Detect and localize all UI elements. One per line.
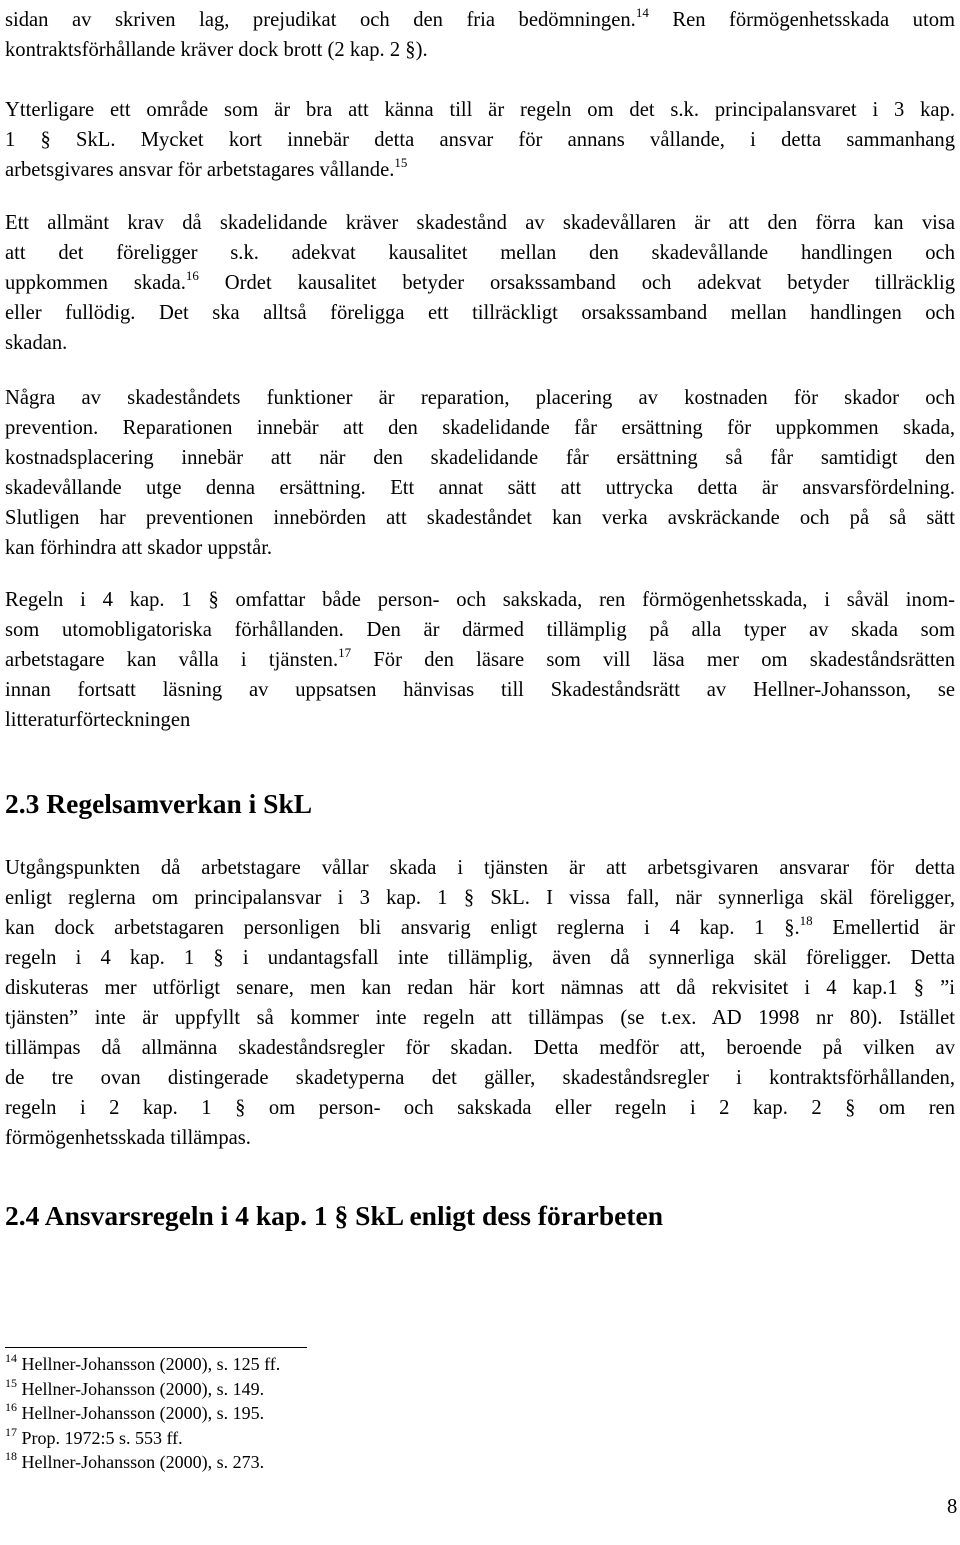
footnote-separator [5,1347,307,1348]
text-segment: arbetsgivares ansvar för arbetstagares vållande. [5,159,395,181]
paragraph-damages-functions [5,383,955,563]
text-segment: prevention. Reparationen innebär att den skadelidande får ersättning för uppkommen skada, [5,417,955,439]
text-segment: 1 § SkL. Mycket kort innebär detta ansvar för annans vållande, i detta sammanhang [5,129,955,151]
footnote-item: $^{15}$ Hellner-Johansson (2000), s. 149. [5,1375,265,1399]
text-line [5,853,955,883]
text-segment: tjänsten” inte är uppfyllt så kommer inte regeln att tillämpas (se t.ex. AD 1998 nr 80). Istället [5,1007,955,1029]
text-segment: arbetstagare kan vålla i tjänsten. [5,649,339,671]
text-segment: som utomobligatoriska förhållanden. Den är därmed tillämplig på alla typer av skada som [5,619,955,641]
text-segment: regeln i 2 kap. 1 § om person- och sakskada eller regeln i 2 kap. 2 § om ren [5,1097,955,1119]
paragraph-principal-liability [5,95,955,185]
footnote-ref[interactable]: 14 [635,5,649,20]
section-heading-2-3: 2.3 Regelsamverkan i SkL [5,788,313,819]
text-segment: För den läsare som vill läsa mer om skadeståndsrätten [351,649,955,671]
footnote-ref[interactable]: 17 [338,645,352,660]
text-segment: Slutligen har preventionen innebörden att skadeståndet kan verka avskräckande och på så sätt [5,507,955,529]
text-segment: Emellertid är [812,917,955,939]
text-line [5,95,955,125]
text-segment: förmögenhetsskada tillämpas. [5,1127,251,1149]
text-line [5,1003,955,1033]
footnote-ref[interactable]: 18 [799,913,813,928]
footnote-ref[interactable]: 15 [394,155,408,170]
text-segment: Ren förmögenhetsskada utom [648,9,956,31]
text-segment: tillämpas då allmänna skadeståndsregler för skadan. Detta medför att, beroende på vilken av [5,1037,955,1059]
page-number: 8 [947,1496,958,1518]
footnote-item: $^{14}$ Hellner-Johansson (2000), s. 125 ff. [5,1351,281,1374]
text-line [5,1063,955,1093]
paragraph-rule-scope [5,585,955,735]
text-line [5,1033,955,1063]
text-line [5,238,955,268]
document-page [5,0,957,1545]
text-segment: diskuteras mer utförligt senare, men kan redan här kort nämnas att då rekvisitet i 4 kap.1 § ”i [5,977,955,999]
text-line [5,155,955,185]
text-segment: innan fortsatt läsning av uppsatsen hänvisas till Skadeståndsrätt av Hellner-Johansson, se [5,679,955,701]
text-segment: Ett allmänt krav då skadelidande kräver skadestånd av skadevållaren är att den förra kan visa [5,212,955,234]
text-line [5,413,955,443]
text-segment: Utgångspunkten då arbetstagare vållar skada i tjänsten är att arbetsgivaren ansvarar för detta [5,857,955,879]
text-segment: enligt reglerna om principalansvar i 3 kap. 1 § SkL. I vissa fall, när synnerliga skäl föreligger, [5,887,955,909]
text-line [5,585,955,615]
paragraph-source-of-law [5,5,955,65]
text-segment: litteraturförteckningen [5,709,191,731]
text-line [5,1123,955,1153]
text-line [5,913,955,943]
text-line [5,35,955,65]
text-line [5,645,955,675]
text-line [5,473,955,503]
text-line [5,615,955,645]
text-line [5,1093,955,1123]
text-line [5,125,955,155]
text-line [5,443,955,473]
text-line [5,533,955,563]
text-segment: de tre ovan distingerade skadetyperna det gäller, skadeståndsregler i kontraktsförhållanden, [5,1067,955,1089]
paragraph-adequate-causality [5,208,955,358]
paragraph-starting-point [5,853,955,1153]
text-segment: Ytterligare ett område som är bra att känna till är regeln om det s.k. principalansvaret i 3 kap. [5,99,955,121]
text-segment: att det föreligger s.k. adekvat kausalitet mellan den skadevållande handlingen och [5,242,955,264]
text-line [5,298,955,328]
footnote-item: $^{17}$ Prop. 1972:5 s. 553 ff. [5,1424,183,1448]
text-segment: skadan. [5,332,68,354]
text-segment: kan förhindra att skador uppstår. [5,537,273,559]
text-segment: sidan av skriven lag, prejudikat och den fria bedömningen. [5,9,636,31]
text-line [5,705,955,735]
text-segment: uppkommen skada. [5,272,186,294]
footnote-item: $^{18}$ Hellner-Johansson (2000), s. 273. [5,1449,265,1472]
text-line [5,383,955,413]
text-segment: skadevållande utge denna ersättning. Ett annat sätt att uttrycka detta är ansvarsfördelning. [5,477,955,499]
text-line [5,973,955,1003]
text-segment: kontraktsförhållande kräver dock brott (2 kap. 2 §). [5,39,428,61]
text-line [5,883,955,913]
footnote-item: $^{16}$ Hellner-Johansson (2000), s. 195. [5,1400,265,1423]
footnote-ref[interactable]: 16 [185,268,199,283]
text-line [5,208,955,238]
text-line [5,268,955,298]
text-segment: regeln i 4 kap. 1 § i undantagsfall inte tillämplig, även då synnerliga skäl föreligger. Detta [5,947,955,969]
text-segment: kostnadsplacering innebär att när den skadelidande får ersättning så får samtidigt den [5,447,955,469]
text-line [5,5,955,35]
section-heading-2-4: 2.4 Ansvarsregeln i 4 kap. 1 § SkL enligt dess förarbeten [5,1200,664,1231]
text-segment: eller fullödig. Det ska alltså föreligga ett tillräckligt orsakssamband mellan handlingen och [5,302,955,324]
text-segment: kan dock arbetstagaren personligen bli ansvarig enligt reglerna i 4 kap. 1 §. [5,917,800,939]
text-segment: Några av skadeståndets funktioner är reparation, placering av kostnaden för skador och [5,387,955,409]
text-segment: Ordet kausalitet betyder orsakssamband och adekvat betyder tillräcklig [198,272,955,294]
text-line [5,943,955,973]
text-line [5,675,955,705]
text-line [5,328,955,358]
text-line [5,503,955,533]
text-segment: Regeln i 4 kap. 1 § omfattar både person- och sakskada, ren förmögenhetsskada, i såväl inom- [5,589,955,611]
footnotes-list [5,1352,280,1475]
